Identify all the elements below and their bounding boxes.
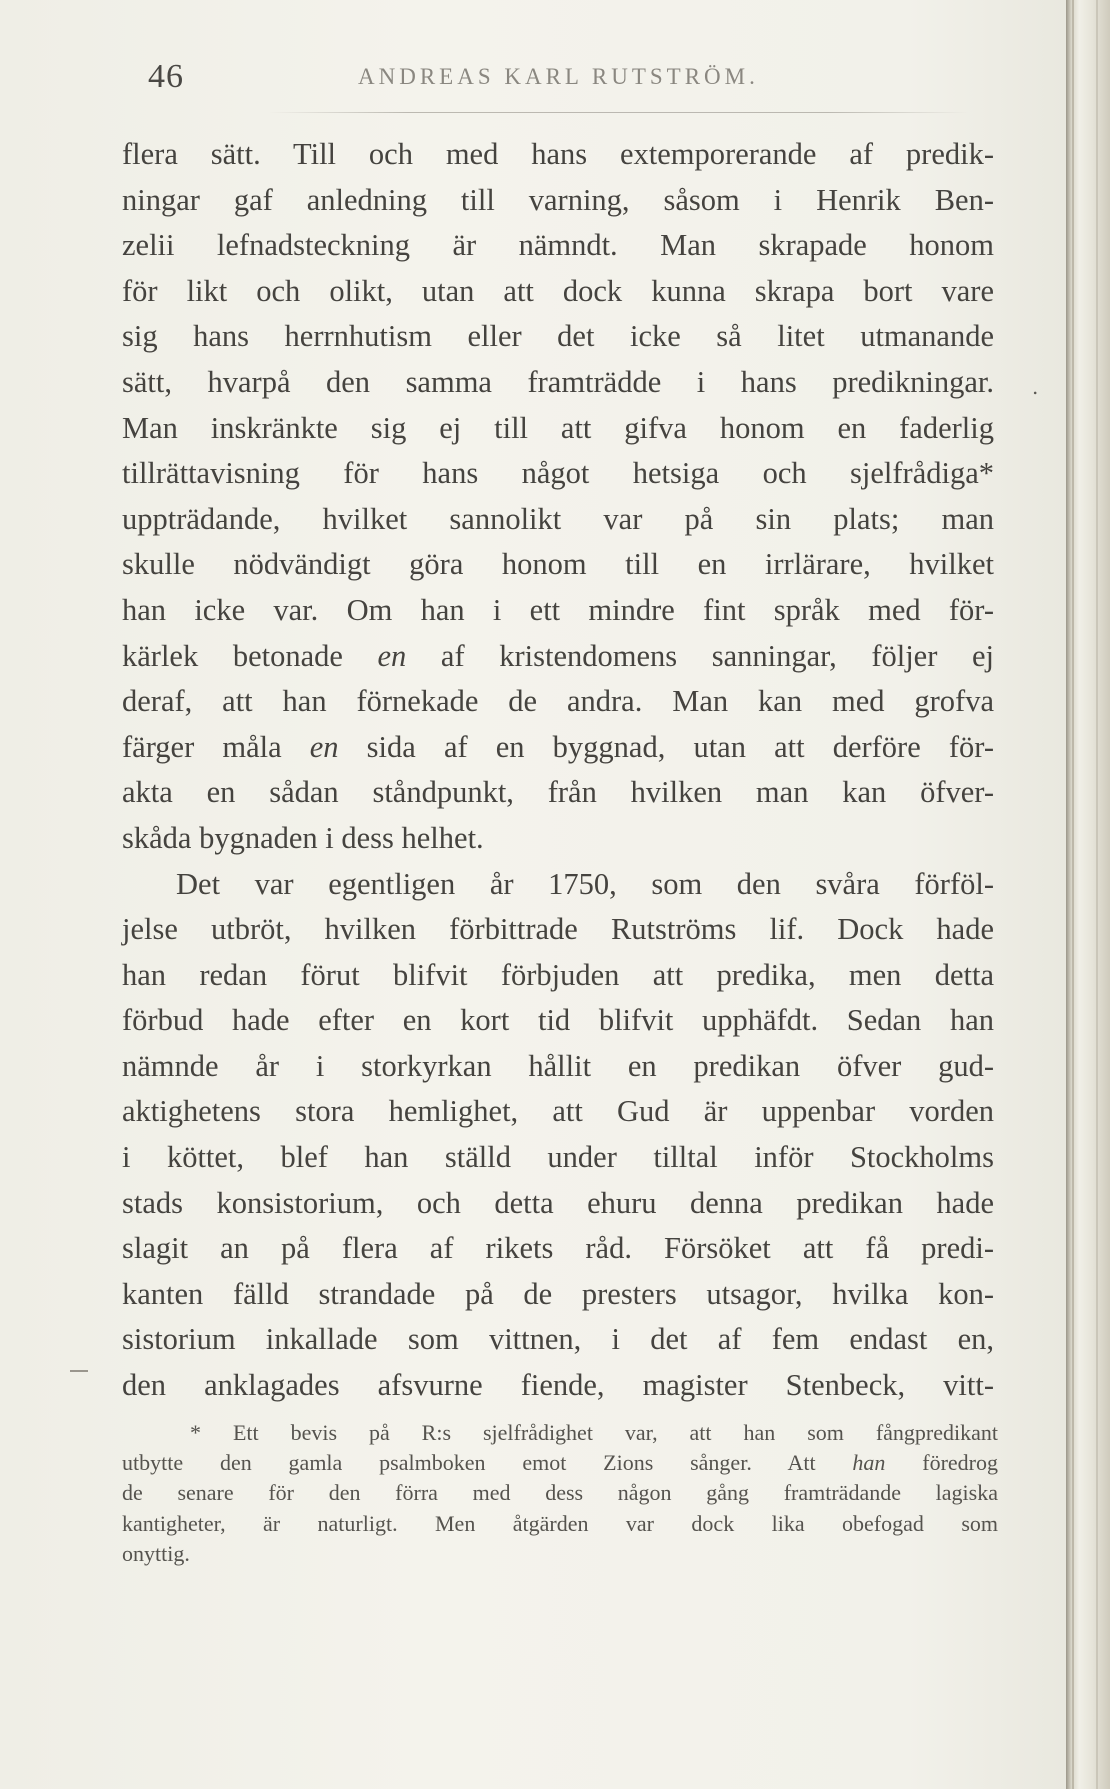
footnote-line: * Ett bevis på R:s sjelfrådighet var, att han som fångpredikant [190,1420,998,1445]
body-line: stads konsistorium, och detta ehuru denna predikan hade [122,1185,994,1220]
body-line: färger måla en sida af en byggnad, utan att derföre för- [122,729,994,764]
body-line: nämnde år i storkyrkan hållit en predikan öfver gud- [122,1048,994,1083]
body-line: Man inskränkte sig ej till att gifva honom en faderlig [122,410,994,445]
emphasis-word: han [852,1450,886,1476]
margin-dash [70,1370,88,1372]
body-line: sistorium inkallade som vittnen, i det af fem endast en, [122,1322,994,1357]
footnote-line: kantigheter, är naturligt. Men åtgärden var dock lika obefogad som [122,1510,998,1536]
edge-line [1072,0,1074,1789]
footnote-line: onyttig. [122,1540,190,1566]
body-line: den anklagades afsvurne fiende, magister Stenbeck, vitt- [122,1368,994,1403]
page-edge [1066,0,1110,1789]
body-line: i köttet, blef han ställd under tilltal inför Stockholms [122,1140,994,1175]
body-line: sig hans herrnhutism eller det icke så litet utmanande [122,319,994,354]
edge-line [1096,0,1098,1789]
body-line: sätt, hvarpå den samma framträdde i hans predikningar. [122,364,994,399]
footnote [122,1418,998,1569]
emphasis-word: en [377,638,407,673]
body-line: för likt och olikt, utan att dock kunna skrapa bort vare [122,273,994,308]
running-title: ANDREAS KARL RUTSTRÖM. [358,64,759,89]
body-line: skåda bygnaden i dess helhet. [122,820,484,855]
body-line: slagit an på flera af rikets råd. Försöket att få predi- [122,1231,994,1266]
body-line: zelii lefnadsteckning är nämndt. Man skrapade honom [122,228,994,263]
body-line: kanten fälld strandade på de presters utsagor, hvilka kon- [122,1276,994,1311]
body-line: uppträdande, hvilket sannolikt var på sin plats; man [122,501,994,536]
body-line: flera sätt. Till och med hans extemporerande af predik- [122,137,994,171]
margin-mark: . [1032,375,1039,399]
body-line: förbud hade efter en kort tid blifvit upphäfdt. Sedan han [122,1003,994,1038]
body-line: akta en sådan ståndpunkt, från hvilken man kan öfver- [122,775,994,810]
body-line: ningar gaf anledning till varning, såsom i Henrik Ben- [122,182,994,217]
footnote-line: utbytte den gamla psalmboken emot Zions sånger. Att han föredrog [122,1450,998,1476]
body-line: han redan förut blifvit förbjuden att predika, men detta [122,957,994,992]
emphasis-word: en [309,729,339,764]
body-line: deraf, att han förnekade de andra. Man kan med grofva [122,684,994,719]
body-line: han icke var. Om han i ett mindre fint språk med för- [122,592,994,627]
body-line: Det var egentligen år 1750, som den svåra förföl- [176,866,994,901]
body-text [122,132,994,1409]
body-line: skulle nödvändigt göra honom till en irrlärare, hvilket [122,547,994,582]
header-rule [268,112,968,113]
footnote-line: de senare för den förra med dess någon gång framträdande lagiska [122,1480,998,1506]
body-line: tillrättavisning för hans något hetsiga och sjelfrådiga* [122,456,994,491]
body-line: aktighetens stora hemlighet, att Gud är uppenbar vorden [122,1094,994,1129]
body-line: jelse utbröt, hvilken förbittrade Rutströms lif. Dock hade [122,912,994,947]
page-number: 46 [148,58,184,95]
running-head [148,52,1008,102]
body-line: kärlek betonade en af kristendomens sanningar, följer ej [122,638,994,673]
